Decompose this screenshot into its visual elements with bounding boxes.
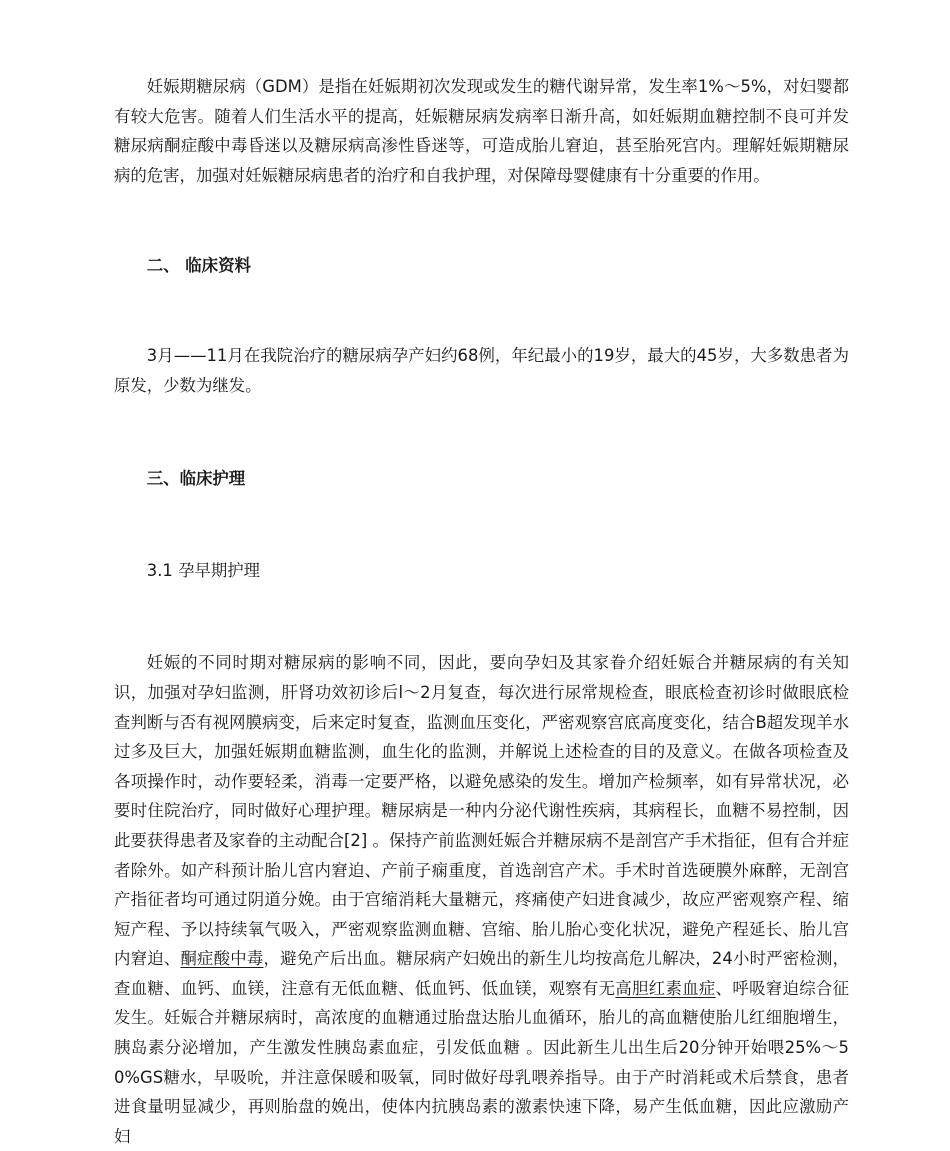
nursing-paragraph	[114, 648, 849, 1151]
nursing-text-part-2: ，避免产后出血。糖尿病产妇娩出的新生儿均按高危儿解决，24小时严密检测，查血糖、血钙、血镁，注意有无低血糖、低血钙、低血镁，观察有无	[114, 949, 850, 998]
subsection-heading-early-pregnancy: 3.1 孕早期护理	[146, 560, 261, 580]
nursing-text-part-3: 、呼吸窘迫综合征发生。妊娠合并糖尿病时，高浓度的血糖通过胎盘达胎儿血循环，胎儿的高血糖使胎儿红细胞增生，胰岛素分泌增加，产生激发性胰岛素血症，引发低血糖 。因此新生儿出生后20分钟开始喂25%～50%GS糖水，早吸吮，并注意保暖和吸氧，同时做好母乳喂养指导。由于产时消耗或术后禁食，患者进食量明显减少，再则胎盘的娩出，使体内抗胰岛素的激素快速下降，易产生低血糖，因此应激励产妇	[114, 978, 850, 1146]
section-heading-clinical-data: 二、 临床资料	[146, 256, 251, 276]
document-page	[114, 72, 849, 1151]
hyperbilirubinemia-link[interactable]: 高胆红素血症	[615, 978, 716, 998]
clinical-data-paragraph: 3月——11月在我院治疗的糖尿病孕产妇约68例，年纪最小的19岁，最大的45岁，大多数患者为原发，少数为继发。	[114, 345, 849, 395]
ketoacidosis-link[interactable]: 酮症酸中毒	[180, 949, 264, 969]
intro-paragraph: 妊娠期糖尿病（GDM）是指在妊娠期初次发现或发生的糖代谢异常，发生率1%～5%，对妇婴都有较大危害。随着人们生活水平的提高，妊娠糖尿病发病率日渐升高，如妊娠期血糖控制不良可并发糖尿病酮症酸中毒昏迷以及糖尿病高渗性昏迷等，可造成胎儿窘迫，甚至胎死宫内。理解妊娠期糖尿病的危害，加强对妊娠糖尿病患者的治疗和自我护理，对保障母婴健康有十分重要的作用。	[114, 77, 849, 185]
nursing-text-part-1: 妊娠的不同时期对糖尿病的影响不同，因此，要向孕妇及其家眷介绍妊娠合并糖尿病的有关知识，加强对孕妇监测，肝肾功效初诊后l～2月复查，每次进行尿常规检查，眼底检查初诊时做眼底检查判断与否有视网膜病变，后来定时复查，监测血压变化，严密观察宫底高度变化，结合B超发现羊水过多及巨大，加强妊娠期血糖监测，血生化的监测，并解说上述检查的目的及意义。在做各项检查及各项操作时，动作要轻柔，消毒一定要严格，以避免感染的发生。增加产检频率，如有异常状况，必要时住院治疗，同时做好心理护理。糖尿病是一种内分泌代谢性疾病，其病程长，血糖不易控制，因此要获得患者及家眷的主动配合[2] 。保持产前监测妊娠合并糖尿病不是剖宫产手术指征，但有合并症者除外。如产科预计胎儿宫内窘迫、产前子痫重度，首选剖宫产术。手术时首选硬膜外麻醉，无剖宫产指征者均可通过阴道分娩。由于宫缩消耗大量糖元，疼痛使产妇进食减少，故应严密观察产程、缩短产程、予以持续氧气吸入，严密观察监测血糖、宫缩、胎儿胎心变化状况，避免产程延长、胎儿宫内窘迫、	[114, 653, 849, 969]
section-heading-clinical-nursing: 三、临床护理	[146, 469, 246, 489]
